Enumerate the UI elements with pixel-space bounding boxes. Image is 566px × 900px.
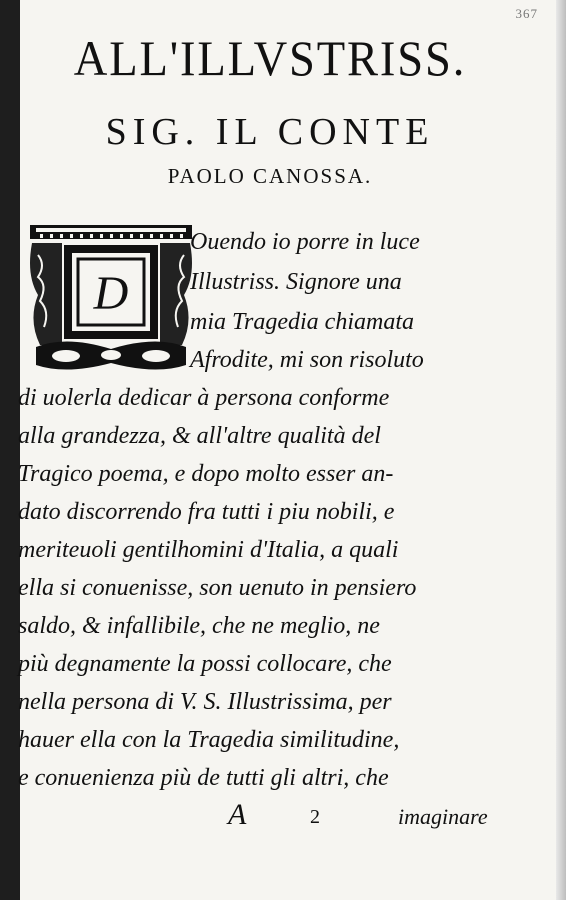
- book-spine-shadow: [0, 0, 20, 900]
- text-line: hauer ella con la Tragedia similitudine,: [18, 727, 400, 753]
- text-line: Afrodite, mi son risoluto: [190, 347, 424, 373]
- drop-cap-letter: D: [93, 267, 129, 320]
- page-edge: [556, 0, 566, 900]
- text-line: ella si conuenisse, son uenuto in pensiero: [18, 575, 417, 601]
- dedication-subtitle: SIG. IL CONTE: [105, 111, 435, 153]
- text-line: di uolerla dedicar à persona conforme: [18, 385, 390, 411]
- dedication-title: ALL'ILLVSTRISS.: [73, 30, 467, 86]
- folio-number: 367: [515, 6, 538, 21]
- decorated-initial: [26, 225, 196, 373]
- text-line: Tragico poema, e dopo molto esser an-: [18, 461, 394, 487]
- text-line: meriteuoli gentilhomini d'Italia, a quali: [18, 537, 399, 563]
- signature-number: 2: [310, 806, 320, 828]
- text-line: Illustriss. Signore una: [190, 269, 402, 295]
- text-line: dato discorrendo fra tutti i piu nobili, e: [18, 499, 395, 525]
- text-line: saldo, & infallibile, che ne meglio, ne: [18, 613, 380, 639]
- dedication-name: PAOLO CANOSSA.: [167, 164, 373, 188]
- text-line: mia Tragedia chiamata: [190, 309, 415, 335]
- catchword: imaginare: [398, 804, 488, 829]
- text-line: alla grandezza, & all'altre qualità del: [18, 423, 381, 449]
- text-line: e conuenienza più de tutti gli altri, che: [18, 765, 389, 791]
- signature-mark: A: [228, 798, 247, 831]
- text-line: più degnamente la possi collocare, che: [18, 651, 392, 677]
- text-line: nella persona di V. S. Illustrissima, per: [18, 689, 392, 715]
- text-line: Ouendo io porre in luce: [190, 229, 420, 255]
